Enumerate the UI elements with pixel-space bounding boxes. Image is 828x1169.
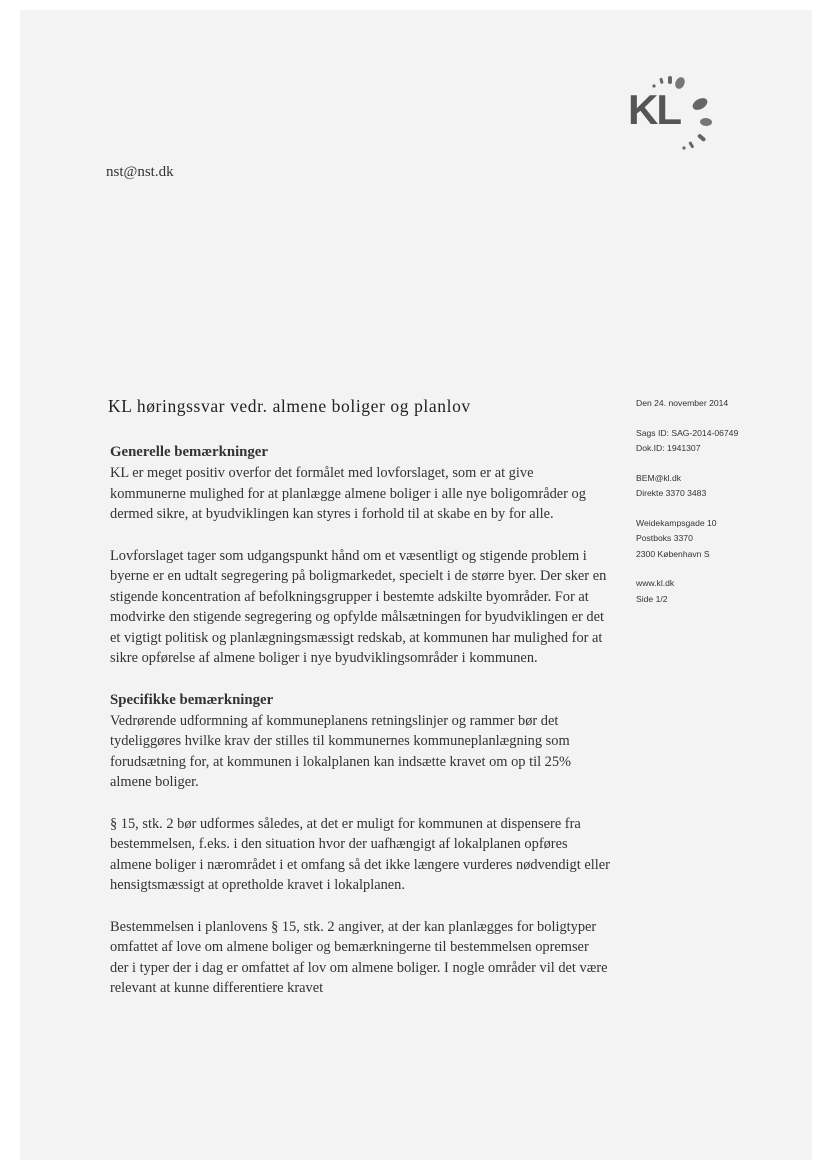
page-number: Side 1/2: [636, 593, 668, 604]
kl-logo: [628, 74, 720, 158]
section-heading-specific: Specifikke bemærkninger: [110, 691, 274, 708]
contact-email: BEM@kl.dk: [636, 472, 682, 483]
recipient-email: nst@nst.dk: [106, 164, 174, 180]
document-title: KL høringssvar vedr. almene boliger og planlov: [108, 396, 471, 416]
case-id: Sags ID: SAG-2014-06749: [636, 427, 739, 438]
document-body: [110, 442, 610, 1020]
website: www.kl.dk: [636, 578, 675, 588]
paragraph: § 15, stk. 2 bør udformes således, at det er muligt for kommunen at dispensere fra bestemmelsen, f.eks. i den situation hvor der uafhængigt af lokalplanen opføres almene boliger i nærområdet i et omfang så det ikke længere vurderes nødvendigt eller hensigtsmæssigt at opretholde kravet i lokalplanen.: [110, 815, 610, 893]
sidebar-info: [636, 396, 786, 607]
paragraph: Lovforslaget tager som udgangspunkt hånd om et væsentligt og stigende problem i byerne er en udtalt segregering på boligmarkedet, specielt i de større byer. Der sker en stigende koncentration af befolkningsgrupper i bestemte adskilte byområder. For at modvirke den stigende segregering og opfylde målsætningen for byudviklingen er det et vigtigt politisk og planlægningsmæssigt redskab, at kommunen har mulighed for at sikre opførelse af almene boliger i nye byudviklingsområder i kommunen.: [110, 547, 607, 666]
paragraph: KL er meget positiv overfor det formålet med lovforslaget, som er at give kommunerne mulighed for at planlægge almene boliger i alle nye boligområder og dermed sikre, at byudviklingen kan styres i forhold til at skabe en by for alle.: [110, 465, 586, 522]
document-date: Den 24. november 2014: [636, 398, 729, 408]
logo-wordmark: KL: [628, 86, 680, 133]
doc-id: Dok.ID: 1941307: [636, 443, 701, 453]
address-postbox: Postboks 3370: [636, 533, 693, 543]
paragraph: Vedrørende udformning af kommuneplanens retningslinjer og rammer bør det tydeliggøres hvilke krav der stilles til kommunernes kommuneplanlægning som forudsætning for, at kommunen i lokalplanen kan indsætte kravet om op til 25% almene boliger.: [110, 712, 572, 790]
address-street: Weidekampsgade 10: [636, 517, 717, 528]
section-heading-general: Generelle bemærkninger: [110, 444, 268, 460]
direct-phone: Direkte 3370 3483: [636, 488, 707, 498]
address-city: 2300 København S: [636, 548, 710, 559]
paragraph: Bestemmelsen i planlovens § 15, stk. 2 angiver, at der kan planlægges for boligtyper omfattet af love om almene boliger og bemærkningerne til bestemmelsen opremser der i typer der i dag er omfattet af lov om almene boliger. I nogle områder vil det være relevant at kunne differentiere kravet: [110, 918, 608, 996]
